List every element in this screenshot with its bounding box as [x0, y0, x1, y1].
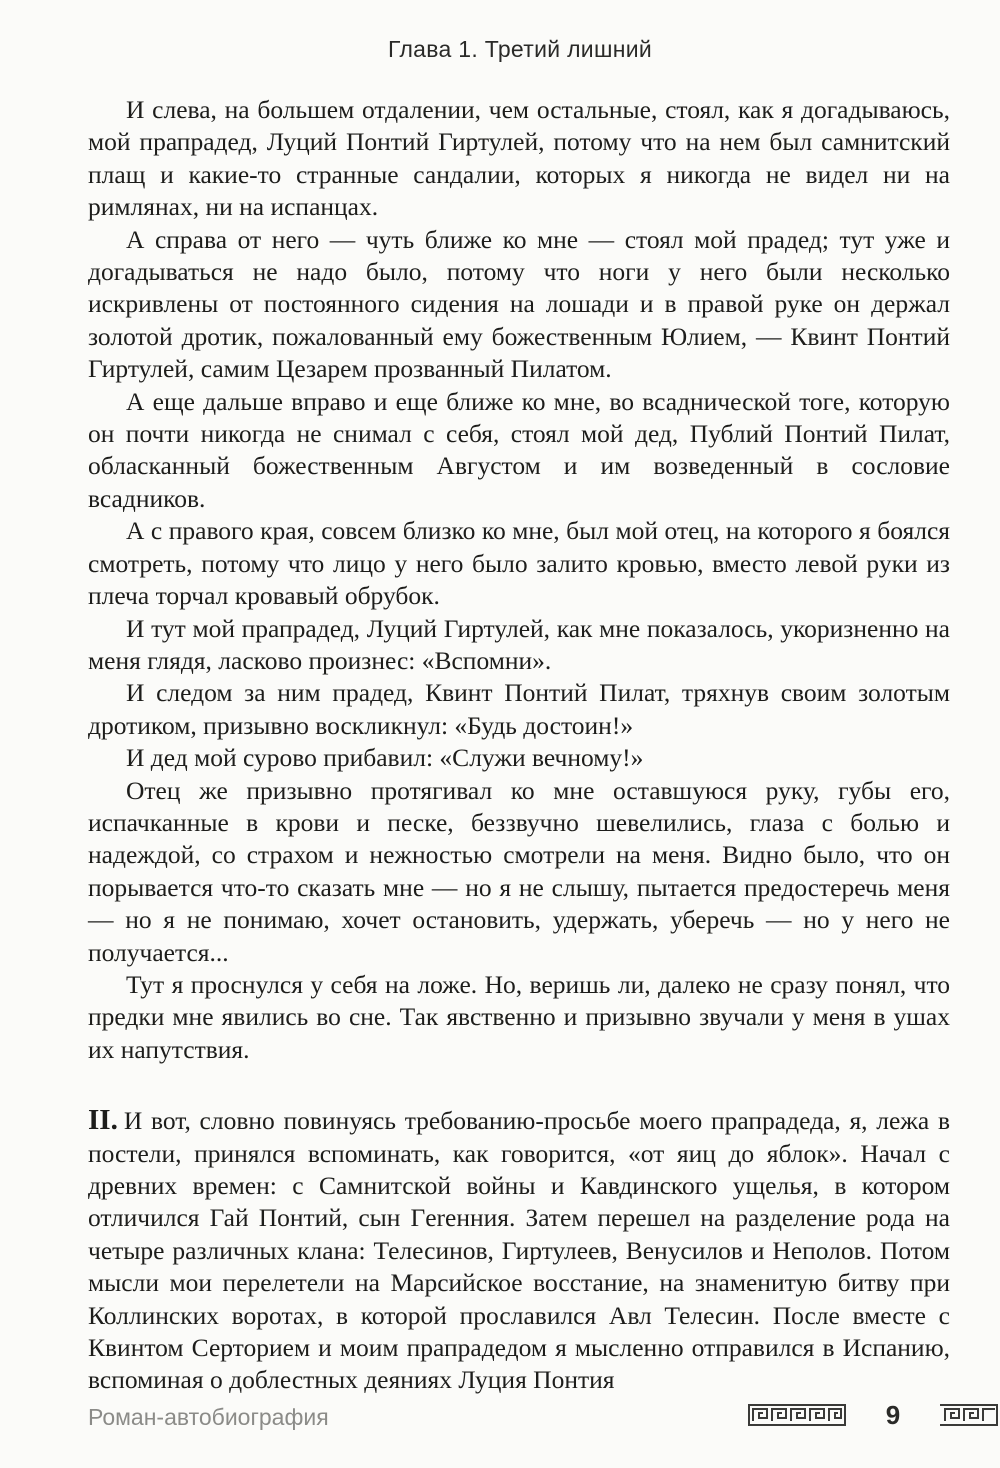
- paragraph: А с правого края, совсем близко ко мне, был мой отец, на которого я боялся смотреть, потому что лицо у него было залито кровью, вместо левой руки из плеча торчал кровавый обрубок.: [88, 516, 950, 611]
- meander-ornament-icon: [940, 1404, 998, 1426]
- chapter-title: Глава 1. Третий лишний: [387, 36, 652, 62]
- paragraph: И дед мой сурово прибавил: «Служи вечному!»: [126, 743, 644, 773]
- section-numeral: II.: [88, 1104, 118, 1137]
- paragraph: Отец же призывно протягивал ко мне оставшуюся руку, губы его, испачканные в крови и песке, беззвучно шевелились, глаза с болью и надеждой, со страхом и нежностью смотрели на меня. Видно было, что он порывается что-то сказать мне — но я не слышу, пытается предостеречь меня — но я не понимаю, хочет остановить, удержать, уберечь — но у него не получается...: [88, 775, 950, 967]
- paragraph: И слева, на большем отдалении, чем остальные, стоял, как я догадываюсь, мой прапрадед, Луций Понтий Гиртулей, потому что на нем был самнитский плащ и какие-то странные сандалии, которых я никогда не видел ни на римлянах, ни на испанцах.: [88, 95, 950, 222]
- paragraph: Тут я проснулся у себя на ложе. Но, веришь ли, далеко не сразу понял, что предки мне явились во сне. Так явственно и призывно звучали у меня в ушах их напутствия.: [88, 969, 950, 1064]
- paragraph: И тут мой прапрадед, Луций Гиртулей, как мне показалось, укоризненно на меня глядя, ласково произнес: «Вспомни».: [88, 613, 950, 675]
- page-number: 9: [885, 1400, 901, 1430]
- paragraph: А еще дальше вправо и еще ближе ко мне, во всаднической тоге, которую он почти никогда не снимал с себя, стоял мой дед, Публий Понтий Пилат, обласканный божественным Августом и им возведенный в сословие всадников.: [88, 386, 950, 513]
- section-text: И вот, словно повинуясь требованию-просьбе моего прапрадеда, я, лежа в постели, принялся вспоминать, как говорится, «от яиц до яблок». Начал с древних времен: с Самнитской войны и Кавдинского ущелья, в котором отличился Гай Понтий, сын Гerенния. Затем перешел на разделение рода на четыре различных клана: Телесинов, Гиртулеев, Венусилов и Неполов. Потом мысли мои перелетели на Марсийское восстание, на знаменитую битву при Коллинских воротах, в которой прославился Авл Телесин. После вместе с Квинтом Серторием и моим прапрадедом я мысленно отправился в Испанию, вспоминая о доблестных деяниях Луция Понтия: [88, 1106, 950, 1395]
- meander-ornament-icon: [748, 1404, 846, 1426]
- paragraph: И следом за ним прадед, Квинт Понтий Пилат, тряхнув своим золотым дротиком, призывно воскликнул: «Будь достоин!»: [88, 678, 950, 740]
- body-text: [88, 94, 950, 1397]
- paragraph: А справа от него — чуть ближе ко мне — стоял мой прадед; тут уже и догадываться не надо было, потому что ноги у него были несколько искривлены от постоянного сидения на лошади и в правой руке он держал золотой дротик, пожалованный ему божественным Юлием, — Квинт Понтий Гиртулей, самим Цезарем прозванный Пилатом.: [88, 224, 950, 384]
- section-paragraph: [88, 1104, 950, 1397]
- book-label: Роман-автобиография: [88, 1404, 329, 1430]
